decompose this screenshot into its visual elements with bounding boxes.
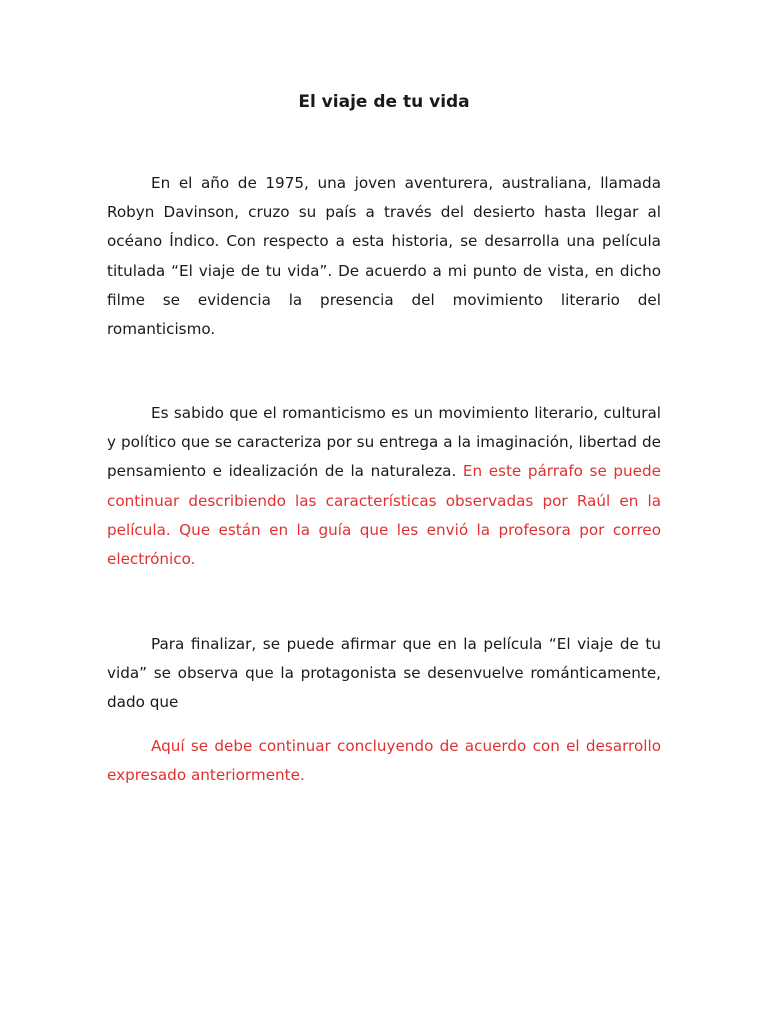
paragraph-romanticism bbox=[107, 399, 661, 574]
paragraph-conclusion: Para finalizar, se puede afirmar que en la película “El viaje de tu vida” se observa que la protagonista se desenvuelve románticamente, dado que bbox=[107, 635, 661, 712]
document-title: El viaje de tu vida bbox=[298, 92, 470, 112]
paragraph-romanticism-text: Es sabido que el romanticismo es un movimiento literario, cultural y político que se caracteriza por su entrega a la imaginación, libertad de pensamiento e idealización de la naturaleza. bbox=[107, 404, 661, 481]
paragraph-romanticism-note: En este párrafo se puede continuar describiendo las características observadas por Raúl en la película. Que están en la guía que les envió la profesora por correo electrónico. bbox=[107, 462, 661, 569]
paragraph-introduction: En el año de 1975, una joven aventurera, australiana, llamada Robyn Davinson, cruzo su país a través del desierto hasta llegar al océano Índico. Con respecto a esta historia, se desarrolla una película titulada “El viaje de tu vida”. De acuerdo a mi punto de vista, en dicho filme se evidencia la presencia del movimiento literario del romanticismo. bbox=[107, 174, 661, 339]
paragraph-conclusion-note: Aquí se debe continuar concluyendo de acuerdo con el desarrollo expresado anteriormente. bbox=[107, 737, 661, 785]
